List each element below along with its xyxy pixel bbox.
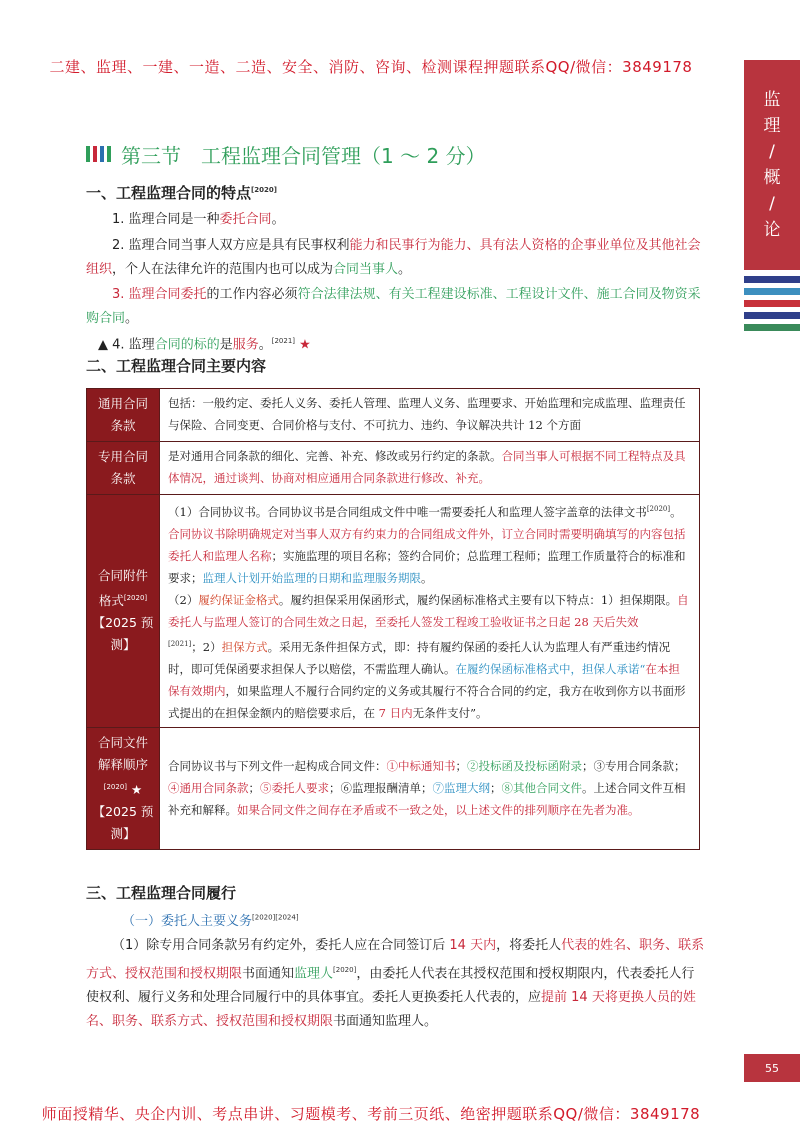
table-row [87, 727, 700, 849]
table-row [87, 495, 700, 728]
text: 合同文件 [97, 734, 148, 750]
part1-heading-tag: [2020] [251, 186, 277, 194]
tag: [2020] [123, 594, 148, 603]
tag: [2020] [646, 505, 671, 513]
part3-heading: 三、工程监理合同履行 [86, 884, 237, 902]
text: 7 日内 [378, 705, 413, 720]
text: 是 [219, 337, 233, 353]
text: ，由委托人代表在其授权范围和授权期限内，代表委托人行使权利、履行义务和处理合同履行中的具体事宜。委托人更换委托人代表的，应 [86, 966, 695, 1006]
side-tab-char: 概 [763, 168, 781, 188]
row-label [87, 495, 160, 728]
text: 。 [670, 504, 682, 519]
text: 书面通知监理人。 [333, 1014, 438, 1030]
text: ⑦监理大纲 [432, 781, 490, 796]
text: ； [248, 781, 260, 796]
section-title [86, 138, 486, 170]
side-chapter-tab [744, 60, 800, 270]
side-tab-char: / [769, 194, 775, 214]
text: 。 [271, 212, 285, 227]
section-bars-icon [86, 146, 111, 162]
text: ，将委托人 [496, 938, 562, 953]
text: ②投标函及投标函附录 [467, 759, 582, 774]
text: （1）除专用合同条款另有约定外，委托人应在合同签订后 [112, 938, 450, 953]
part3-paragraph [86, 934, 706, 1034]
text: ，个人在法律允许的范围内也可以成为 [112, 262, 334, 277]
stripe [744, 300, 800, 307]
text: 14 天内 [449, 938, 497, 953]
text: ；实施监理的项目名称；签约合同价；总监理工程师；监理工作质量符合的标准和要求； [168, 548, 686, 585]
part1-heading [86, 182, 277, 203]
side-tab-char: 监 [763, 90, 781, 110]
text: 。 [125, 311, 139, 326]
text: 合同协议书除明确规定对当事人双方有约束力的合同组成文件外，订立合同时需要明确填写的内容包括委托人和监理人名称 [168, 526, 686, 563]
stripe [744, 288, 800, 295]
text: 自委托人与监理人签订的合同生效之日起，至委托人签发工程竣工验收证书之日起 28 天后失效 [168, 592, 689, 629]
text: 。 [258, 337, 272, 353]
text: 合同当事人可根据不同工程特点及具体情况，通过谈判、协商对相应通用合同条款进行修改、补充。 [168, 449, 686, 485]
text: 格式 [98, 593, 124, 609]
text: 解释顺序 [97, 756, 148, 772]
text: 是对通用合同条款的细化、完善、补充、修改或另行约定的条款。 [168, 449, 502, 463]
text: 。采用无条件担保方式，即：持有履约保函的委托人认为监理人有严重违约情况时，即可凭保函要求担保人予以赔偿，不需监理人确认。 [168, 639, 671, 676]
row-label [87, 442, 160, 495]
text: 合同的标的 [154, 337, 220, 353]
row-content [160, 727, 700, 849]
tag: [2020][2024] [252, 913, 299, 922]
text: 。上述合同文件互相补充和解释。 [168, 781, 686, 818]
row-label [87, 727, 160, 849]
part1-item1 [86, 208, 706, 232]
text: 如果合同文件之间存在矛盾或不一致之处，以上述文件的排列顺序在先者为准。 [237, 803, 640, 818]
text: 4. 监理 [112, 337, 155, 353]
text: ； [490, 781, 502, 796]
paragraph [168, 498, 691, 589]
text: 【2025 预 [92, 803, 154, 819]
header-promo: 二建、监理、一建、一造、二造、安全、消防、咨询、检测课程押题联系QQ/微信：3849178 [49, 58, 693, 76]
text: 。 [421, 570, 433, 585]
text: 履约保证金格式 [198, 592, 279, 607]
text: 合同附件 [97, 568, 148, 584]
part2-heading: 二、工程监理合同主要内容 [86, 357, 267, 375]
stripe [744, 312, 800, 319]
text: 符合法律法规、有关工程建设标准、工程设计文件、施工合同及物资采购合同 [86, 287, 701, 326]
side-tab-char: 论 [763, 220, 781, 240]
part1-item3 [86, 283, 706, 331]
part1-heading-text: 一、工程监理合同的特点 [86, 184, 252, 202]
text: 。履约担保采用保函形式，履约保函标准格式主要有以下特点：1）担保期限。 [278, 592, 678, 607]
text: ⑧其他合同文件 [501, 781, 582, 796]
text: 测】 [110, 637, 136, 653]
section-title-text: 第三节 工程监理合同管理（1 ～ 2 分） [121, 143, 486, 168]
side-tab-char: 理 [763, 116, 781, 136]
text: 在履约保函标准格式中，担保人承诺“ [455, 661, 646, 676]
text: 1. 监理合同是一种 [112, 212, 220, 227]
text: ⑤委托人要求 [260, 781, 329, 796]
table-row [87, 389, 700, 442]
text: 的工作内容必须 [206, 287, 298, 302]
text: ；⑥监理报酬清单； [329, 781, 433, 796]
text: 专用合同 [97, 449, 148, 464]
text: 无条件支付”。 [412, 705, 488, 720]
text: 。 [398, 262, 412, 277]
stripe [744, 276, 800, 283]
part1-item4 [86, 329, 706, 357]
tag: [2020] [103, 782, 128, 791]
page-number: 55 [744, 1054, 800, 1082]
side-stripes [744, 276, 800, 336]
text: （一）委托人主要义务 [122, 914, 253, 929]
star-icon: ★ [299, 337, 311, 353]
text: 测】 [110, 825, 136, 841]
row-content [160, 442, 700, 495]
part1-item2 [86, 234, 706, 282]
text: 【2025 预 [92, 615, 154, 631]
text: ；③专用合同条款； [582, 759, 686, 774]
text: 书面通知 [242, 966, 295, 982]
text: 委托合同 [219, 212, 272, 227]
row-content: 包括：一般约定、委托人义务、委托人管理、监理人义务、监理要求、开始监理和完成监理、监理责任与保险、合同变更、合同价格与支付、不可抗力、违约、争议解决共计 12 个方面 [160, 389, 700, 442]
footer-promo: 师面授精华、央企内训、考点串讲、习题模考、考前三页纸、绝密押题联系QQ/微信：3849178 [41, 1105, 701, 1123]
row-content [160, 495, 700, 728]
text: ④通用合同条款 [168, 781, 249, 796]
text: 条款 [110, 471, 136, 486]
stripe [744, 324, 800, 331]
text: ，如果监理人不履行合同约定的义务或其履行不符合合同的约定，我方在收到你方以书面形式提出的在担保金额内的赔偿要求后，在 [168, 683, 686, 720]
table-row [87, 442, 700, 495]
tag: [2021] [271, 337, 296, 345]
text: 合同当事人 [333, 262, 399, 277]
row-label [87, 389, 160, 442]
text: （2） [168, 592, 199, 607]
text: 通用合同 [97, 396, 148, 411]
text: 监理人 [294, 966, 334, 982]
text: 担保方式 [221, 639, 268, 654]
text: 合同协议书与下列文件一起构成合同文件： [168, 759, 387, 774]
text: 在本担保有效期内 [168, 661, 680, 698]
contract-content-table [86, 388, 700, 850]
text: （1）合同协议书。合同协议书是合同组成文件中唯一需要委托人和监理人签字盖章的法律文书 [168, 504, 647, 519]
text: 代表的姓名、职务、联系方式、授权范围和授权期限 [86, 938, 705, 982]
text: 提前 14 天将更换人员的姓名、职务、联系方式、授权范围和授权期限 [86, 990, 696, 1030]
text: 监理人计划开始监理的日期和监理服务期限 [202, 570, 421, 585]
text: 2. 监理合同当事人双方应是具有民事权利 [112, 238, 350, 253]
text: ①中标通知书 [386, 759, 456, 774]
tag: [2020] [333, 966, 357, 974]
side-tab-char: / [769, 142, 775, 162]
text: 服务 [232, 337, 259, 353]
text: ； [455, 759, 467, 774]
paragraph [168, 589, 691, 724]
text: ；2） [191, 639, 222, 654]
text: 能力和民事行为能力、具有法人资格的企事业单位及其他社会组织 [86, 238, 701, 277]
part3-subheading [122, 910, 299, 929]
tag: [2021] [168, 639, 192, 648]
text: 3. 监理合同委托 [112, 287, 207, 302]
text: 条款 [110, 418, 136, 433]
triangle-icon: ▲ [98, 337, 108, 353]
star-icon: ★ [131, 781, 143, 797]
